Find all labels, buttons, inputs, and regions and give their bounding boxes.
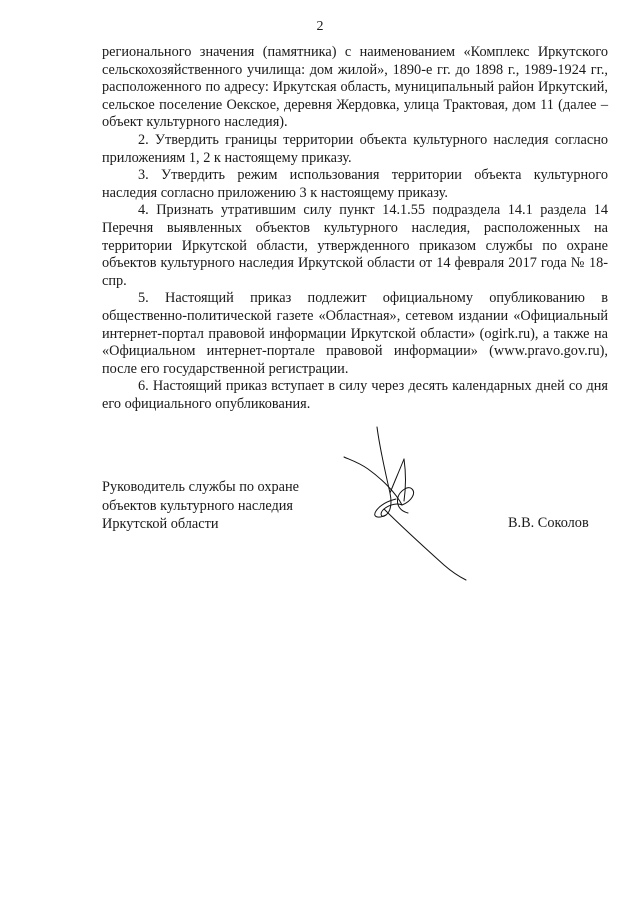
page-number: 2 [316, 19, 324, 34]
paragraph-item-5: 5. Настоящий приказ подлежит официальному опубликованию в общественно-политической газете «Областная», сетевом издании «Официальный интернет-портал правовой информации Иркутской области» (ogirk.ru), а также на «Официальном интернет-портале правовой информации» (www.pravo.gov.ru), после его государственной регистрации. [102, 290, 608, 377]
signer-title-line: объектов культурного наследия [102, 497, 293, 514]
paragraph-item-6: 6. Настоящий приказ вступает в силу через десять календарных дней со дня его официального опубликования. [102, 378, 608, 412]
paragraph-item-2: 2. Утвердить границы территории объекта культурного наследия согласно приложениям 1, 2 к настоящему приказу. [102, 131, 608, 166]
paragraph-continuation: регионального значения (памятника) с наименованием «Комплекс Иркутского сельскохозяйственного училища: дом жилой», 1890-е гг. до 1898 г., 1989-1924 гг., расположенного по адресу: Иркутская область, муниципальный район Иркутский, сельское поселение Оекское, деревня Жердовка, улица Трактовая, дом 11 (далее – объект культурного наследия). [102, 44, 608, 131]
signer-name: В.В. Соколов [508, 515, 589, 531]
paragraph-item-4: 4. Признать утратившим силу пункт 14.1.55 подраздела 14.1 раздела 14 Перечня выявленных объектов культурного наследия, расположенных на территории Иркутской области, утвержденного приказом службы по охране объектов культурного наследия Иркутской области от 14 февраля 2017 года № 18-спр. [102, 202, 608, 289]
signer-title-line: Иркутской области [102, 516, 219, 532]
signer-title [102, 478, 299, 534]
signer-title-line: Руководитель службы по охране [102, 479, 299, 495]
handwritten-signature [320, 425, 480, 585]
paragraph-item-3: 3. Утвердить режим использования территории объекта культурного наследия согласно приложению 3 к настоящему приказу. [102, 167, 608, 201]
document-body [102, 44, 608, 413]
